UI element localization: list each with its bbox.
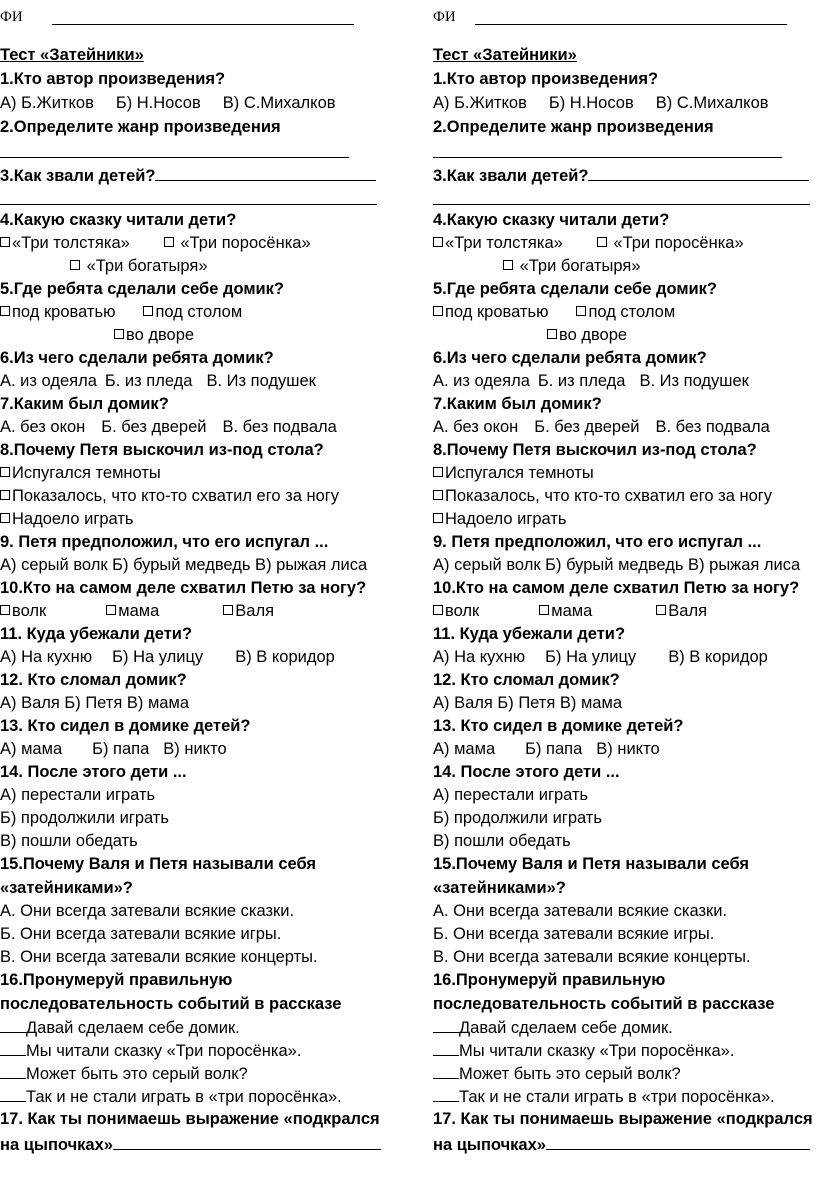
checkbox — [433, 513, 443, 523]
number-blank — [433, 1063, 459, 1079]
fi-label: ФИ — [433, 9, 456, 25]
checkbox — [433, 237, 443, 247]
question-4: 4.Какую сказку читали дети? — [433, 211, 670, 229]
answer-line-3 — [155, 164, 376, 181]
answer-line-2 — [433, 157, 782, 158]
checkbox — [143, 306, 153, 316]
question-16-item-a: Давай сделаем себе домик. — [0, 1017, 240, 1038]
question-10: 10.Кто на самом деле схватил Петю за ногу? — [433, 579, 800, 597]
number-blank — [0, 1017, 26, 1033]
question-16-item-c: Может быть это серый волк? — [433, 1063, 681, 1084]
question-14-option-c: В) пошли обедать — [433, 832, 571, 850]
question-11: 11. Куда убежали дети? — [433, 625, 626, 643]
question-7-options: А. без окон Б. без дверей В. без подвала — [0, 418, 337, 436]
question-15-option-c: В. Они всегда затевали всякие концерты. — [433, 948, 751, 966]
question-9: 9. Петя предположил, что его испугал ... — [0, 533, 329, 551]
option-c: В) С.Михалков — [655, 94, 769, 112]
checkbox — [576, 306, 586, 316]
answer-line-17 — [546, 1133, 810, 1150]
answer-line-3b — [433, 204, 810, 205]
question-16-line-2: последовательность событий в рассказе — [0, 995, 342, 1013]
question-10: 10.Кто на самом деле схватил Петю за ногу? — [0, 579, 367, 597]
question-13: 13. Кто сидел в домике детей? — [433, 717, 684, 735]
question-15-line-2: «затейниками»? — [433, 879, 566, 897]
question-9-options: А) серый волк Б) бурый медведь В) рыжая лиса — [0, 556, 368, 574]
checkbox — [106, 605, 116, 615]
question-17-line-2: на цыпочках» — [0, 1133, 381, 1155]
checkbox — [433, 605, 443, 615]
question-16-line-1: 16.Пронумеруй правильную — [433, 971, 666, 989]
question-15-line-1: 15.Почему Валя и Петя называли себя — [0, 855, 317, 873]
question-17-line-1: 17. Как ты понимаешь выражение «подкрался — [433, 1110, 813, 1128]
checkbox — [223, 605, 233, 615]
checkbox — [164, 237, 174, 247]
test-title: Тест «Затейники» — [433, 46, 577, 64]
question-7-options: А. без окон Б. без дверей В. без подвала — [433, 418, 770, 436]
question-16-item-d: Так и не стали играть в «три поросёнка». — [0, 1086, 342, 1107]
question-12: 12. Кто сломал домик? — [433, 671, 620, 689]
question-1: 1.Кто автор произведения? — [0, 70, 226, 88]
question-1-options — [433, 93, 769, 113]
question-13: 13. Кто сидел в домике детей? — [0, 717, 251, 735]
name-line — [52, 24, 354, 25]
question-11-options: А) На кухню Б) На улицу В) В коридор — [433, 648, 768, 666]
number-blank — [0, 1063, 26, 1079]
question-8-option-a: Испугался темноты — [433, 463, 594, 483]
question-13-options: А) мама Б) папа В) никто — [433, 740, 660, 758]
checkbox — [433, 467, 443, 477]
question-9-options: А) серый волк Б) бурый медведь В) рыжая лиса — [433, 556, 801, 574]
option-a: А) Б.Житков — [433, 94, 527, 112]
answer-line-2 — [0, 157, 349, 158]
option-a: А) Б.Житков — [0, 94, 94, 112]
question-13-options: А) мама Б) папа В) никто — [0, 740, 227, 758]
question-2: 2.Определите жанр произведения — [433, 118, 714, 136]
question-15-line-2: «затейниками»? — [0, 879, 133, 897]
number-blank — [433, 1017, 459, 1033]
question-10-options: волк мама Валя — [0, 601, 274, 621]
question-10-options: волк мама Валя — [433, 601, 707, 621]
question-15-line-1: 15.Почему Валя и Петя называли себя — [433, 855, 750, 873]
option-b: Б) Н.Носов — [115, 94, 201, 112]
answer-line-3 — [588, 164, 809, 181]
question-15-option-b: Б. Они всегда затевали всякие игры. — [433, 925, 715, 943]
question-5-options: под кроватью под столом — [433, 302, 675, 322]
checkbox — [656, 605, 666, 615]
question-15-option-a: А. Они всегда затевали всякие сказки. — [433, 902, 728, 920]
checkbox — [114, 329, 124, 339]
checkbox — [433, 490, 443, 500]
question-8-option-a: Испугался темноты — [0, 463, 161, 483]
question-4-options: «Три толстяка» «Три поросёнка» — [0, 233, 311, 253]
name-line — [475, 24, 787, 25]
question-6: 6.Из чего сделали ребята домик? — [0, 349, 274, 367]
question-5: 5.Где ребята сделали себе домик? — [433, 280, 718, 298]
checkbox — [597, 237, 607, 247]
question-3: 3.Как звали детей? — [0, 164, 376, 186]
question-8: 8.Почему Петя выскочил из-под стола? — [433, 441, 757, 459]
number-blank — [433, 1040, 459, 1056]
question-3: 3.Как звали детей? — [433, 164, 809, 186]
option-c: В) С.Михалков — [222, 94, 336, 112]
question-14-option-b: Б) продолжили играть — [433, 809, 602, 827]
checkbox — [0, 306, 10, 316]
checkbox — [433, 306, 443, 316]
name-field — [433, 7, 456, 27]
checkbox — [0, 467, 10, 477]
checkbox — [539, 605, 549, 615]
number-blank — [0, 1040, 26, 1056]
question-2: 2.Определите жанр произведения — [0, 118, 281, 136]
question-6: 6.Из чего сделали ребята домик? — [433, 349, 707, 367]
question-4-options: «Три толстяка» «Три поросёнка» — [433, 233, 744, 253]
question-14: 14. После этого дети ... — [0, 763, 187, 781]
name-field — [0, 7, 23, 27]
question-16-line-1: 16.Пронумеруй правильную — [0, 971, 233, 989]
question-12-options: А) Валя Б) Петя В) мама — [433, 694, 623, 712]
question-7: 7.Каким был домик? — [0, 395, 169, 413]
question-16-item-c: Может быть это серый волк? — [0, 1063, 248, 1084]
option-b: Б) Н.Носов — [548, 94, 634, 112]
question-14: 14. После этого дети ... — [433, 763, 620, 781]
question-16-line-2: последовательность событий в рассказе — [433, 995, 775, 1013]
checkbox — [0, 237, 10, 247]
question-8-option-c: Надоело играть — [433, 509, 566, 529]
question-7: 7.Каким был домик? — [433, 395, 602, 413]
question-5-option-c: во дворе — [114, 325, 194, 345]
question-4-option-c: «Три богатыря» — [70, 256, 208, 276]
test-title: Тест «Затейники» — [0, 46, 144, 64]
question-8-option-c: Надоело играть — [0, 509, 133, 529]
fi-label: ФИ — [0, 9, 23, 25]
question-16-item-d: Так и не стали играть в «три поросёнка». — [433, 1086, 775, 1107]
number-blank — [433, 1086, 459, 1102]
question-4: 4.Какую сказку читали дети? — [0, 211, 237, 229]
question-16-item-b: Мы читали сказку «Три поросёнка». — [0, 1040, 301, 1061]
question-11-options: А) На кухню Б) На улицу В) В коридор — [0, 648, 335, 666]
question-16-item-b: Мы читали сказку «Три поросёнка». — [433, 1040, 734, 1061]
question-14-option-a: А) перестали играть — [0, 786, 156, 804]
checkbox — [0, 513, 10, 523]
question-6-options: А. из одеяла Б. из пледа В. Из подушек — [0, 372, 316, 390]
checkbox — [547, 329, 557, 339]
question-15-option-c: В. Они всегда затевали всякие концерты. — [0, 948, 318, 966]
question-8: 8.Почему Петя выскочил из-под стола? — [0, 441, 324, 459]
question-16-item-a: Давай сделаем себе домик. — [433, 1017, 673, 1038]
question-12: 12. Кто сломал домик? — [0, 671, 187, 689]
question-14-option-c: В) пошли обедать — [0, 832, 138, 850]
answer-line-17 — [113, 1133, 381, 1150]
question-14-option-a: А) перестали играть — [433, 786, 589, 804]
answer-line-3b — [0, 204, 377, 205]
question-11: 11. Куда убежали дети? — [0, 625, 193, 643]
question-17-line-2: на цыпочках» — [433, 1133, 810, 1155]
question-15-option-b: Б. Они всегда затевали всякие игры. — [0, 925, 282, 943]
question-8-option-b: Показалось, что кто-то схватил его за ногу — [433, 486, 772, 506]
number-blank — [0, 1086, 26, 1102]
question-5-options: под кроватью под столом — [0, 302, 242, 322]
question-6-options: А. из одеяла Б. из пледа В. Из подушек — [433, 372, 749, 390]
question-1: 1.Кто автор произведения? — [433, 70, 659, 88]
question-8-option-b: Показалось, что кто-то схватил его за ногу — [0, 486, 339, 506]
question-5-option-c: во дворе — [547, 325, 627, 345]
checkbox — [70, 260, 80, 270]
checkbox — [0, 605, 10, 615]
question-4-option-c: «Три богатыря» — [503, 256, 641, 276]
checkbox — [503, 260, 513, 270]
question-14-option-b: Б) продолжили играть — [0, 809, 169, 827]
question-12-options: А) Валя Б) Петя В) мама — [0, 694, 190, 712]
question-5: 5.Где ребята сделали себе домик? — [0, 280, 285, 298]
question-17-line-1: 17. Как ты понимаешь выражение «подкрался — [0, 1110, 380, 1128]
checkbox — [0, 490, 10, 500]
question-15-option-a: А. Они всегда затевали всякие сказки. — [0, 902, 295, 920]
question-9: 9. Петя предположил, что его испугал ... — [433, 533, 762, 551]
question-1-options — [0, 93, 336, 113]
